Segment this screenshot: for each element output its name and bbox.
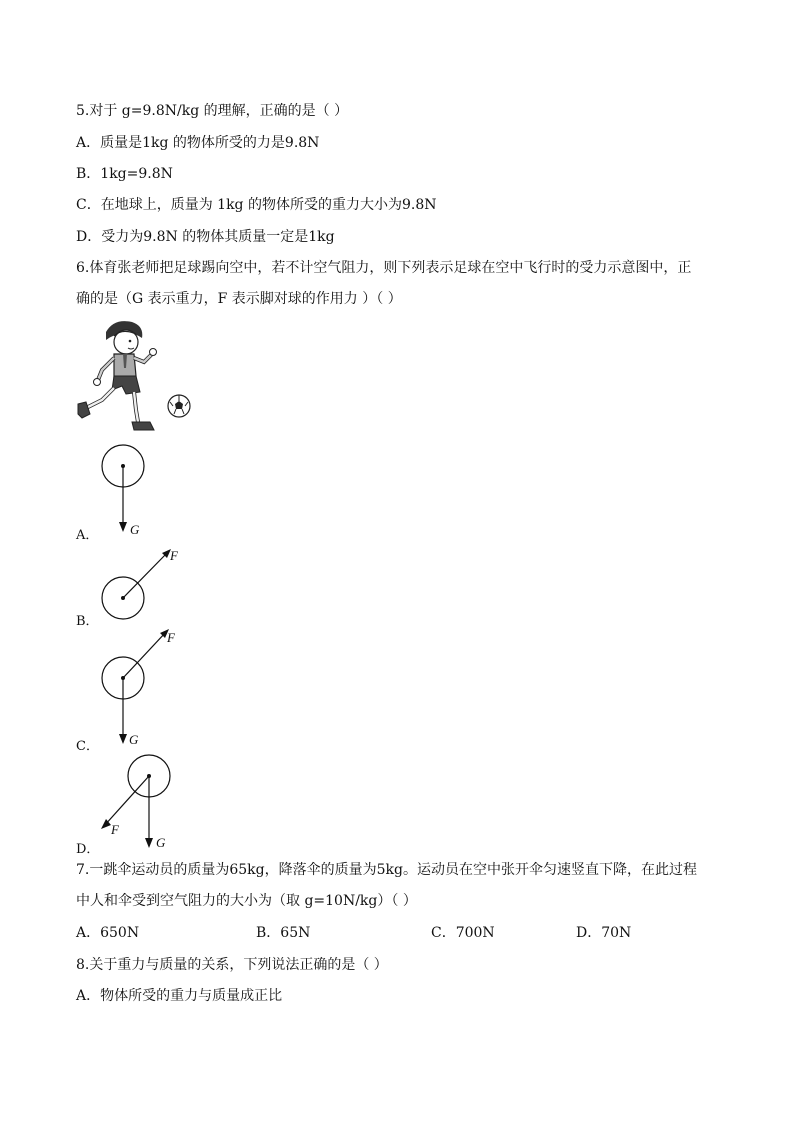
kick-force-label: F (111, 822, 119, 837)
q8-stem: 8.关于重力与质量的关系，下列说法正确的是（ ） (76, 957, 388, 973)
q6-option-a-label: A． (76, 528, 99, 543)
q7-option-c: C．700N (431, 925, 495, 941)
q6-stem-line1: 6.体育张老师把足球踢向空中，若不计空气阻力，则下列表示足球在空中飞行时的受力示意图中，正 (76, 260, 692, 276)
q8-option-a: A．物体所受的重力与质量成正比 (76, 988, 283, 1004)
q6-option-c-label: C． (76, 739, 99, 754)
q7-option-a: A．650N (76, 925, 140, 941)
gravity-label: G (129, 732, 139, 747)
q7-stem-line1: 7.一跳伞运动员的质量为65kg，降落伞的质量为5kg。运动员在空中张开伞匀速竖直下降，在此过程 (76, 862, 697, 878)
q5-option-c: C．在地球上，质量为 1kg 的物体所受的重力大小为9.8N (76, 197, 437, 213)
kick-force-label: F (167, 630, 175, 645)
q6-stem-line2: 确的是（G 表示重力，F 表示脚对球的作用力 ）（ ） (76, 291, 402, 307)
q7-option-d: D．70N (576, 925, 632, 941)
q7-option-b: B．65N (256, 925, 311, 941)
q5-stem: 5.对于 g=9.8N/kg 的理解，正确的是（ ） (76, 103, 349, 119)
q6-option-c-diagram (96, 626, 196, 752)
q5-option-b: B．1kg=9.8N (76, 166, 173, 182)
q6-option-d-label: D． (76, 842, 100, 857)
q7-stem-line2: 中人和伞受到空气阻力的大小为（取 g=10N/kg）（ ） (76, 893, 417, 909)
q6-option-a-diagram (96, 440, 166, 540)
kick-force-label: F (170, 548, 178, 563)
gravity-label: G (156, 835, 166, 850)
gravity-label: G (130, 522, 140, 537)
q6-option-d-diagram (96, 748, 186, 854)
q6-option-b-diagram (96, 544, 196, 628)
q5-option-a: A．质量是1kg 的物体所受的力是9.8N (76, 135, 320, 151)
q6-option-b-label: B． (76, 614, 99, 629)
boy-kicking-football-illustration (74, 318, 198, 436)
q5-option-d: D．受力为9.8N 的物体其质量一定是1kg (76, 229, 335, 245)
